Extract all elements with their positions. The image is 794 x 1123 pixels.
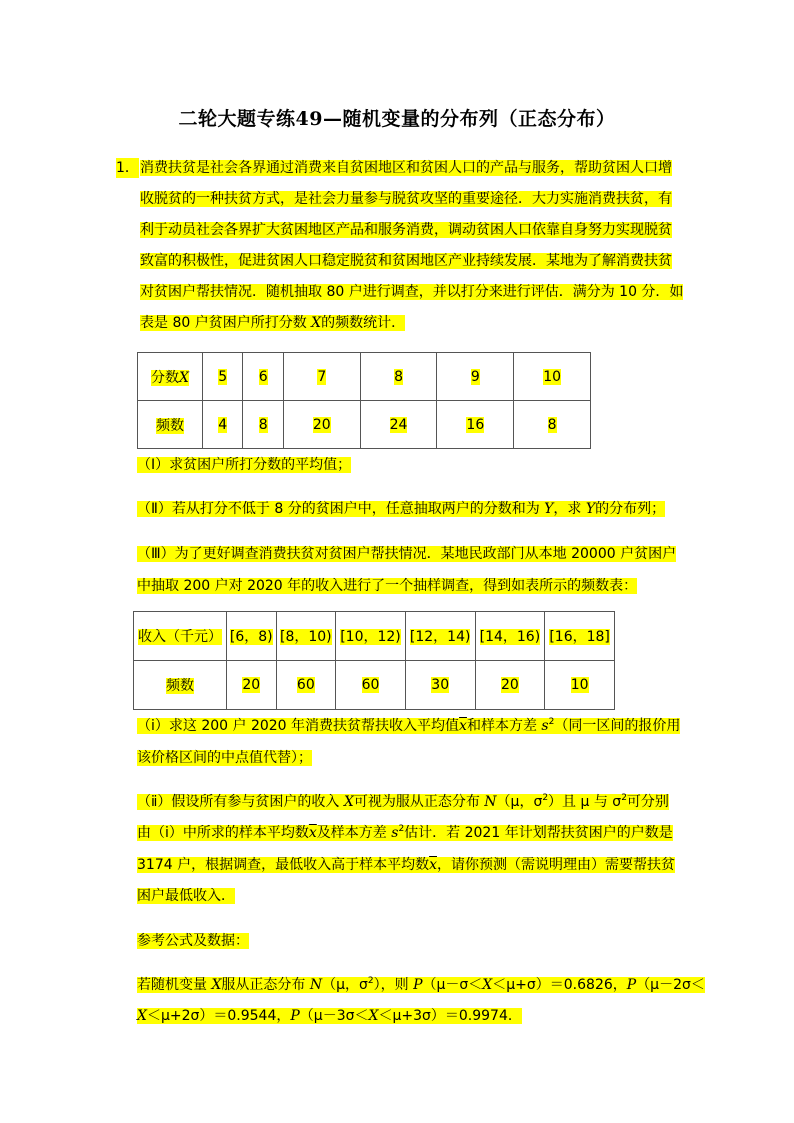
sub-question-ii-line: 困户最低收入． <box>137 888 235 904</box>
reference-formula-line: X＜μ+2σ）＝0.9544，P（μ－3σ＜X＜μ+3σ）＝0.9974． <box>137 1008 522 1024</box>
part-2: （Ⅱ）若从打分不低于 8 分的贫困户中，任意抽取两户的分数和为 Y，求 Y的分布列； <box>137 501 666 517</box>
table-cell: 10 <box>545 661 615 710</box>
table-cell: 6 <box>243 353 283 401</box>
table-cell: 30 <box>405 661 475 710</box>
table-cell: 60 <box>336 661 406 710</box>
table-cell: 24 <box>360 401 437 449</box>
table-cell: 20 <box>283 401 360 449</box>
table-header-cell: 频数 <box>138 401 203 449</box>
table-cell: 8 <box>360 353 437 401</box>
table-header-cell: 分数X <box>138 353 203 401</box>
sub-question-i-line: 该价格区间的中点值代替）； <box>137 750 312 766</box>
table-cell: 8 <box>243 401 283 449</box>
score-frequency-table <box>137 352 591 449</box>
part-3-line: 中抽取 200 户对 2020 年的收入进行了一个抽样调查，得到如表所示的频数表： <box>137 578 638 594</box>
table-cell: [10，12) <box>336 612 406 661</box>
table-cell: [6，8) <box>227 612 277 661</box>
table-cell: 10 <box>514 353 591 401</box>
part-1: （Ⅰ）求贫困户所打分数的平均值； <box>137 457 352 473</box>
table-cell: [8，10) <box>276 612 336 661</box>
table-cell: 7 <box>283 353 360 401</box>
sub-question-ii-line: （ⅱ）假设所有参与贫困户的收入 X可视为服从正态分布 N（μ，$\sigma^2$）且 μ 与 $\sigma^2$可分别 <box>137 793 669 810</box>
table-cell: 16 <box>437 401 514 449</box>
intro-line: 致富的积极性，促进贫困人口稳定脱贫和贫困地区产业持续发展．某地为了解消费扶贫 <box>140 253 672 269</box>
intro-line: 消费扶贫是社会各界通过消费来自贫困地区和贫困人口的产品与服务，帮助贫困人口增 <box>140 160 672 176</box>
table-cell: 20 <box>227 661 277 710</box>
page-title: 二轮大题专练49—随机变量的分布列（正态分布） <box>178 108 616 130</box>
reference-title: 参考公式及数据： <box>137 933 249 949</box>
sub-question-ii-line: 3174 户，根据调查，最低收入高于样本平均数$\overline{x}$，请你预测（需说明理由）需要帮扶贫 <box>137 857 675 873</box>
part-3-line: （Ⅲ）为了更好调查消费扶贫对贫困户帮扶情况．某地民政部门从本地 20000 户贫困户 <box>137 546 677 562</box>
table-cell: 8 <box>514 401 591 449</box>
table-header-cell: 频数 <box>134 661 227 710</box>
table-header-cell: 收入（千元） <box>134 612 227 661</box>
table-cell: [12，14) <box>405 612 475 661</box>
intro-line: 对贫困户帮扶情况．随机抽取 80 户进行调查，并以打分来进行评估．满分为 10 分．如 <box>140 284 684 300</box>
table-cell: 9 <box>437 353 514 401</box>
table-cell: 60 <box>276 661 336 710</box>
intro-line: 利于动员社会各界扩大贫困地区产品和服务消费，调动贫困人口依靠自身努力实现脱贫 <box>140 222 672 238</box>
table-cell: 20 <box>475 661 545 710</box>
table-cell: [14，16) <box>475 612 545 661</box>
intro-line: 收脱贫的一种扶贫方式，是社会力量参与脱贫攻坚的重要途径．大力实施消费扶贫，有 <box>140 191 672 207</box>
table-cell: 4 <box>203 401 243 449</box>
intro-line: 表是 80 户贫困户所打分数 X的频数统计． <box>140 315 406 331</box>
sub-question-ii-line: 由（ⅰ）中所求的样本平均数$\overline{x}$及样本方差 $s^2$估计．若 2021 年计划帮扶贫困户的户数是 <box>137 824 673 841</box>
question-number: 1． <box>116 160 139 176</box>
income-frequency-table <box>133 611 615 710</box>
reference-formula-line: 若随机变量 X服从正态分布 N（μ，$\sigma^2$），则 P（μ－σ＜X＜μ+σ）＝0.6826，P（μ－2σ＜ <box>137 976 705 993</box>
sub-question-i-line: （ⅰ）求这 200 户 2020 年消费扶贫帮扶收入平均值$\overline{x}$和样本方差 $s^2$（同一区间的报价用 <box>137 717 681 734</box>
table-cell: 5 <box>203 353 243 401</box>
table-cell: [16，18] <box>545 612 615 661</box>
